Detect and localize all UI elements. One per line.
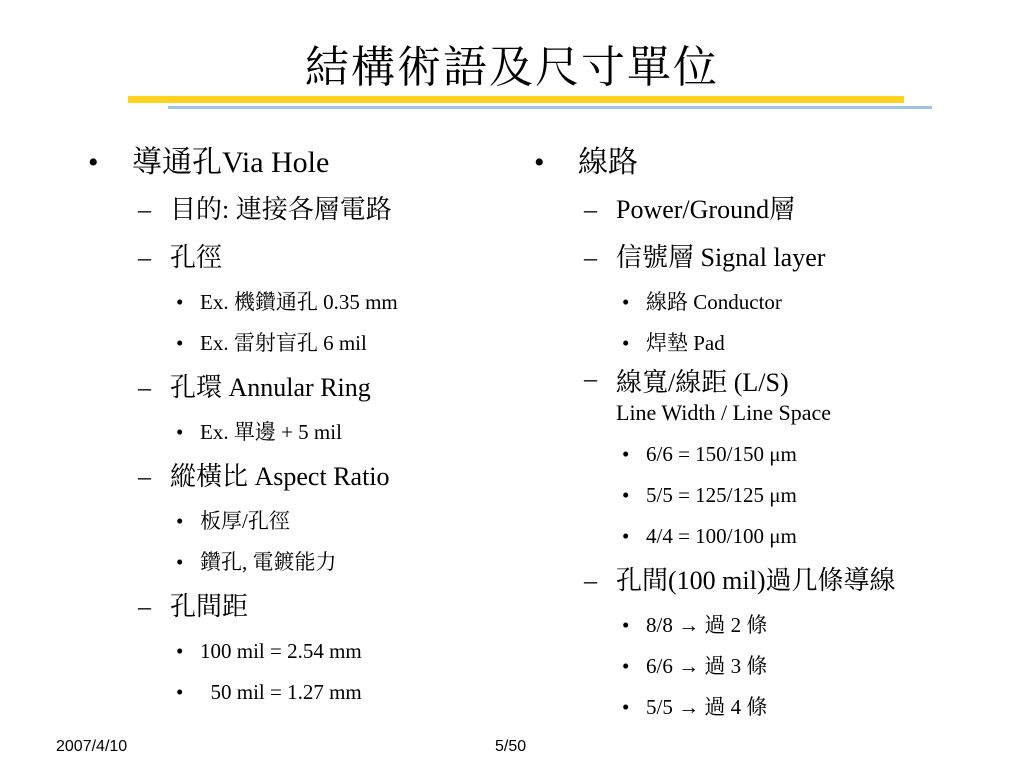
dash-marker: – bbox=[138, 462, 151, 491]
right-subitem-text: 線路 Conductor bbox=[646, 290, 782, 314]
right-item-text: 線寬/線距 (L/S) bbox=[616, 368, 789, 397]
dash-marker: – bbox=[138, 373, 151, 402]
bullet-dot: • bbox=[176, 639, 184, 663]
right-subitem-text: 焊墊 Pad bbox=[646, 331, 725, 355]
left-subitem-text: 50 mil = 1.27 mm bbox=[200, 680, 362, 704]
bullet-dot: • bbox=[622, 442, 630, 466]
right-subitem-text: 4/4 = 100/100 μm bbox=[646, 524, 797, 548]
left-subitem bbox=[172, 542, 504, 583]
left-subitem bbox=[172, 323, 504, 364]
dash-marker: – bbox=[584, 364, 597, 393]
right-subitem bbox=[618, 282, 1000, 323]
bullet-dot: • bbox=[622, 613, 630, 637]
footer-page-number: 5/50 bbox=[495, 738, 527, 755]
dash-marker: – bbox=[584, 195, 597, 224]
right-item-text: Power/Ground層 bbox=[616, 195, 796, 224]
left-subitem-text: Ex. 機鑽通孔 0.35 mm bbox=[200, 290, 398, 314]
bullet-dot: • bbox=[622, 331, 630, 355]
right-subitem-text: 6/6 = 150/150 μm bbox=[646, 442, 797, 466]
dash-marker: – bbox=[138, 592, 151, 621]
right-item bbox=[584, 364, 1000, 434]
left-item bbox=[138, 186, 504, 234]
title-underline-blue bbox=[168, 106, 932, 109]
left-subitem bbox=[172, 412, 504, 453]
bullet-dot: • bbox=[622, 290, 630, 314]
right-subitem bbox=[618, 516, 1000, 557]
right-subitem bbox=[618, 434, 1000, 475]
left-item-text: 目的: 連接各層電路 bbox=[170, 195, 392, 224]
left-item bbox=[138, 364, 504, 412]
left-item-text: 孔間距 bbox=[170, 592, 249, 621]
left-subitem bbox=[172, 282, 504, 323]
right-subitem bbox=[618, 646, 1000, 687]
dash-marker: – bbox=[138, 195, 151, 224]
left-heading: 導通孔Via Hole bbox=[132, 146, 330, 179]
left-item-text: 縱橫比 Aspect Ratio bbox=[170, 462, 390, 491]
left-subitem-text: 鑽孔, 電鍍能力 bbox=[200, 550, 337, 574]
left-subitem-text: 100 mil = 2.54 mm bbox=[200, 639, 362, 663]
left-subitem-text: Ex. 單邊 + 5 mil bbox=[200, 420, 342, 444]
left-subitem bbox=[172, 631, 504, 672]
right-heading-bullet bbox=[530, 140, 1000, 186]
right-heading: 線路 bbox=[578, 146, 638, 179]
right-item-text: 信號層 Signal layer bbox=[616, 243, 826, 272]
right-subitem-text: 6/6 → 過 3 條 bbox=[646, 654, 768, 678]
left-item-text: 孔徑 bbox=[170, 243, 223, 272]
title-underline-yellow bbox=[128, 96, 904, 103]
bullet-dot: • bbox=[622, 483, 630, 507]
right-subitem-text: 5/5 → 過 4 條 bbox=[646, 695, 768, 719]
right-list bbox=[530, 186, 1000, 728]
right-subitem bbox=[618, 605, 1000, 646]
left-item bbox=[138, 234, 504, 282]
right-item bbox=[584, 186, 1000, 234]
right-subitem-text: 8/8 → 過 2 條 bbox=[646, 613, 768, 637]
right-subitem bbox=[618, 323, 1000, 364]
left-list bbox=[84, 186, 504, 713]
right-subitem bbox=[618, 475, 1000, 516]
right-subitem bbox=[618, 687, 1000, 728]
right-item-text: 孔間(100 mil)過几條導線 bbox=[616, 566, 896, 595]
bullet-dot: • bbox=[622, 695, 630, 719]
bullet-dot: • bbox=[176, 290, 184, 314]
right-item bbox=[584, 557, 1000, 605]
bullet-dot: • bbox=[88, 146, 99, 179]
left-item-text: 孔環 Annular Ring bbox=[170, 373, 371, 402]
left-subitem-text: Ex. 雷射盲孔 6 mil bbox=[200, 331, 367, 355]
bullet-dot: • bbox=[176, 680, 184, 704]
footer-date: 2007/4/10 bbox=[56, 738, 128, 755]
dash-marker: – bbox=[584, 566, 597, 595]
right-item bbox=[584, 234, 1000, 282]
slide-title: 結構術語及尺寸單位 bbox=[305, 43, 719, 92]
left-item bbox=[138, 453, 504, 501]
bullet-dot: • bbox=[622, 524, 630, 548]
bullet-dot: • bbox=[176, 420, 184, 444]
left-column bbox=[84, 140, 504, 713]
right-subitem-text: 5/5 = 125/125 μm bbox=[646, 483, 797, 507]
right-column bbox=[530, 140, 1000, 728]
left-heading-bullet bbox=[84, 140, 504, 186]
dash-marker: – bbox=[584, 243, 597, 272]
bullet-dot: • bbox=[176, 331, 184, 355]
left-subitem bbox=[172, 501, 504, 542]
bullet-dot: • bbox=[622, 654, 630, 678]
left-subitem bbox=[172, 672, 504, 713]
bullet-dot: • bbox=[176, 509, 184, 533]
left-subitem-text: 板厚/孔徑 bbox=[200, 509, 290, 533]
right-item-second-line: Line Width / Line Space bbox=[616, 400, 831, 425]
bullet-dot: • bbox=[176, 550, 184, 574]
bullet-dot: • bbox=[534, 146, 545, 179]
dash-marker: – bbox=[138, 243, 151, 272]
left-item bbox=[138, 583, 504, 631]
